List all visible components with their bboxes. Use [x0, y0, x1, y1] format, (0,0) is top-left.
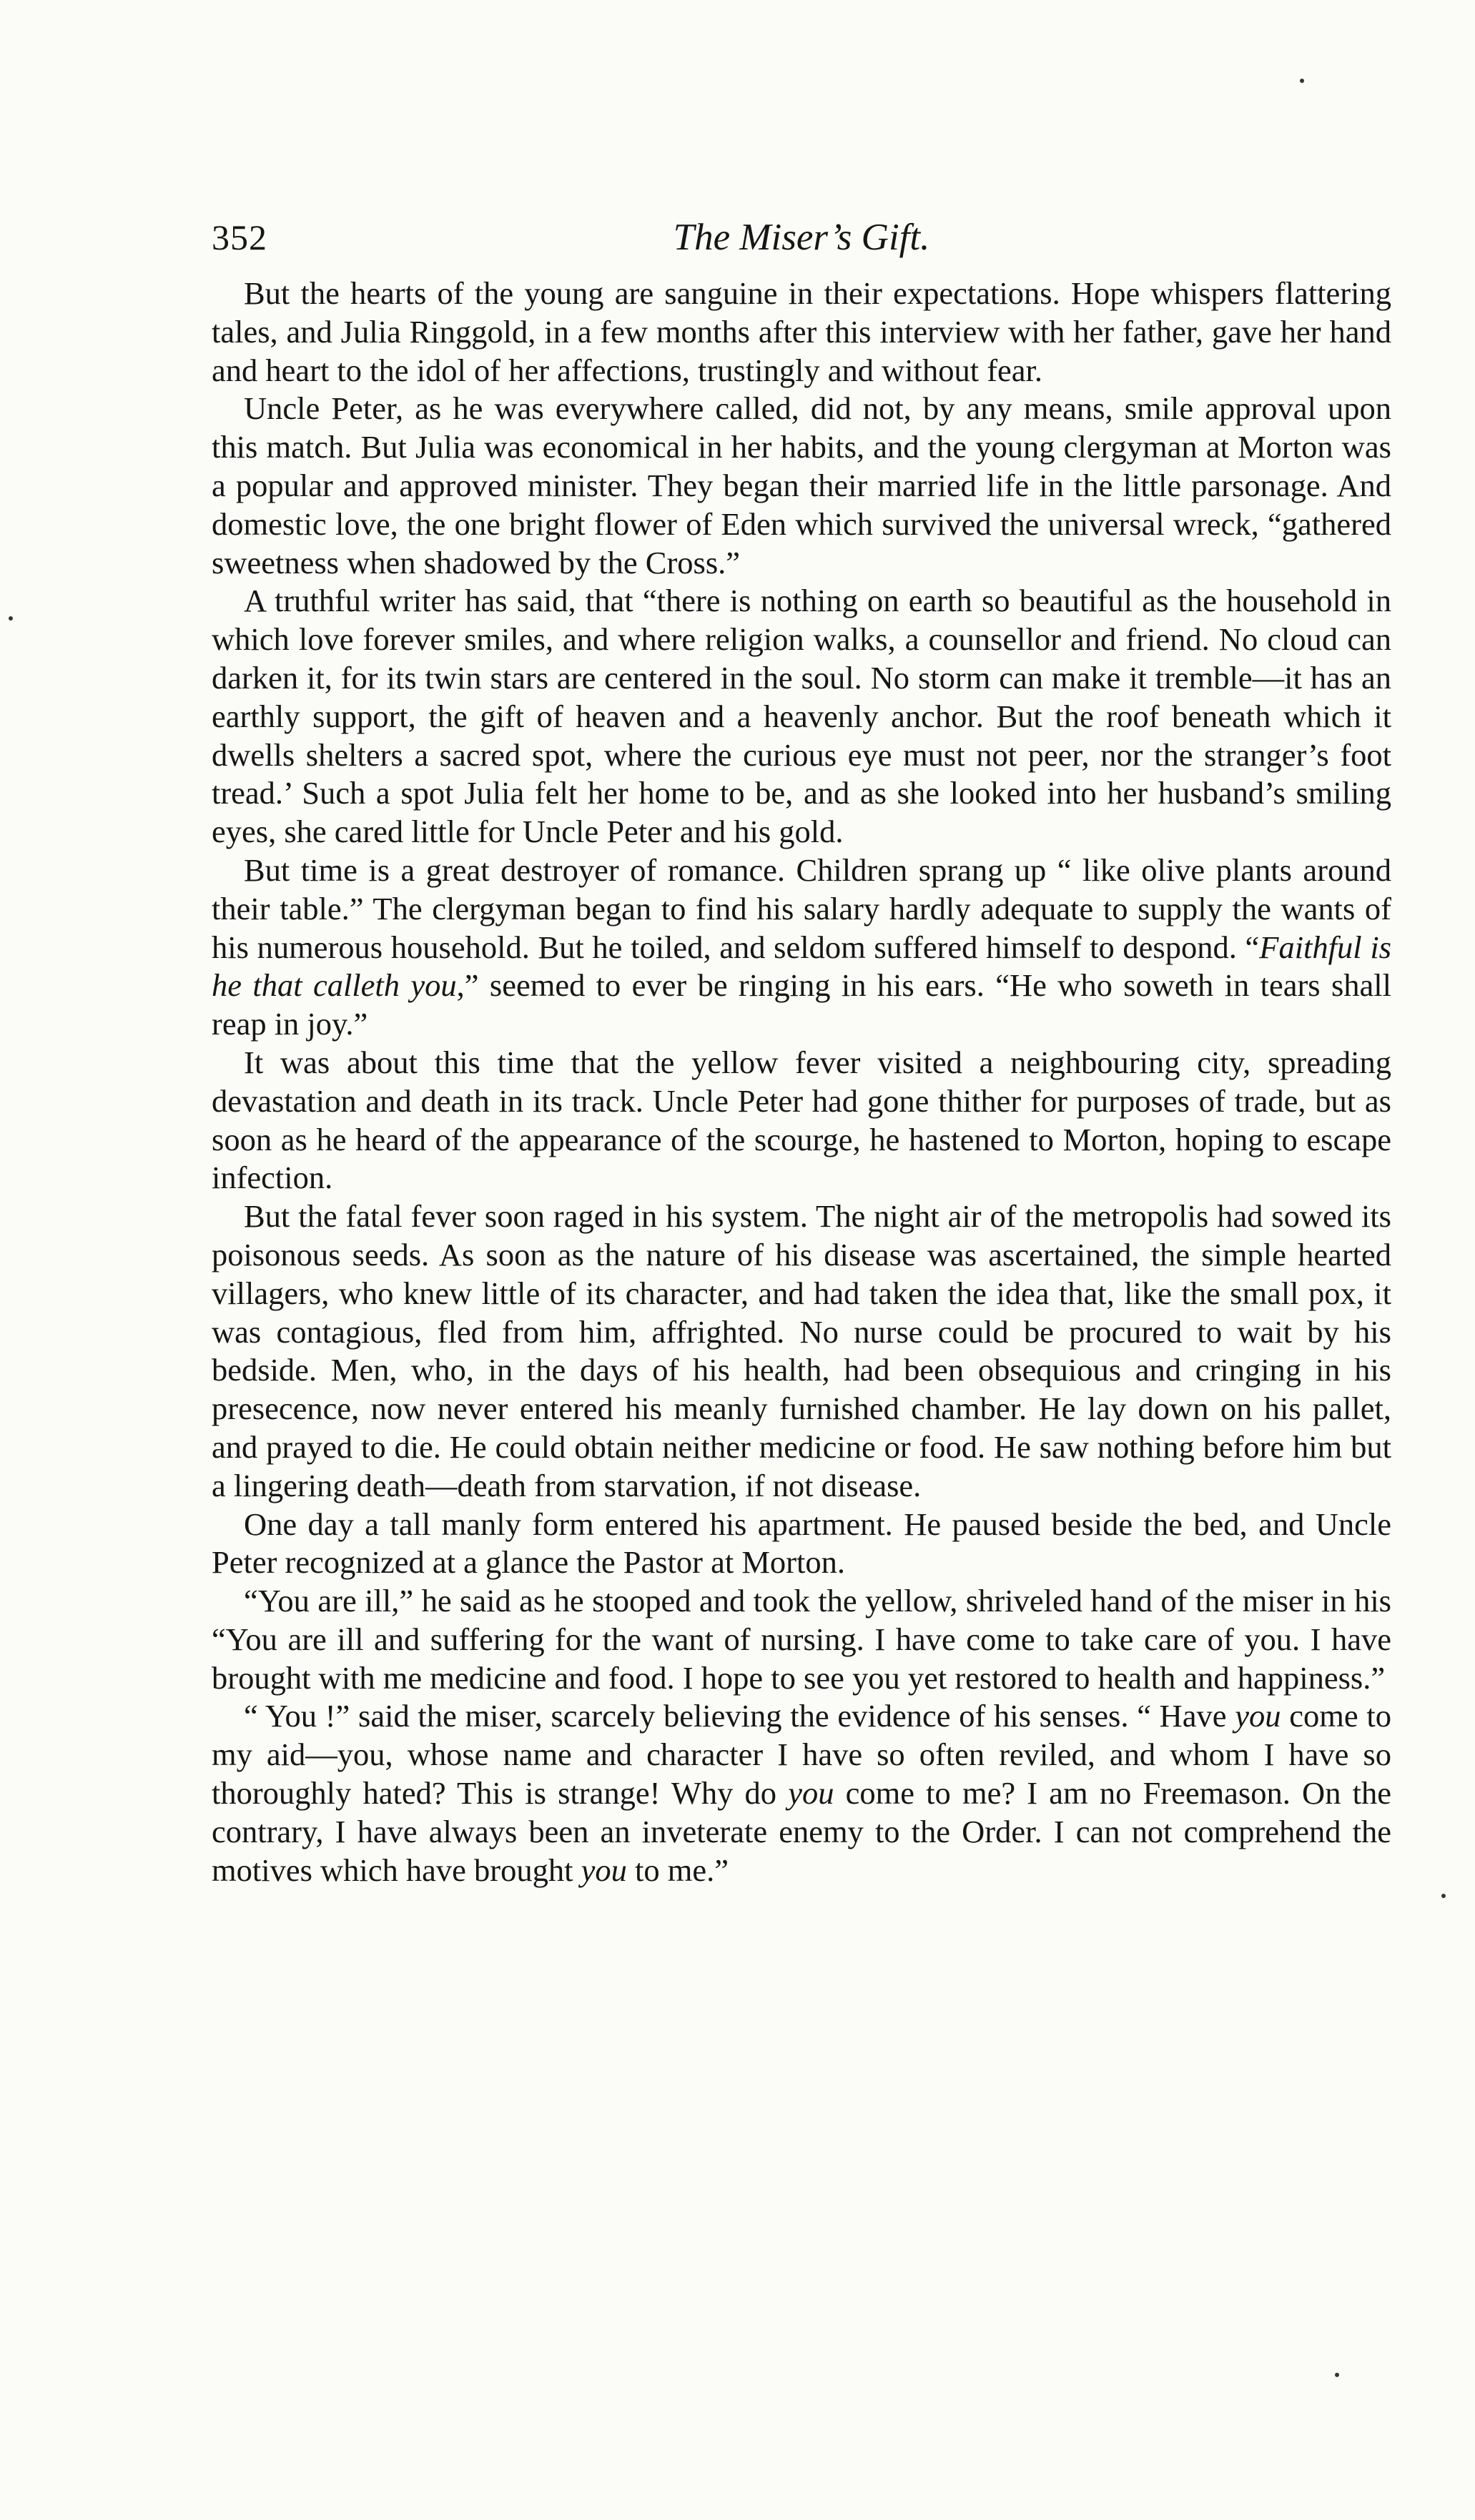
paragraph-7: One day a tall manly form entered his apartment. He paused beside the bed, and Uncle Peter recognized at a glance the Pastor at Morton.: [212, 1506, 1391, 1581]
ink-speck-bottom: [1335, 2373, 1339, 2377]
paragraph-3: A truthful writer has said, that “there is nothing on earth so beautiful as the household in which love forever smiles, and where religion walks, a counsellor and friend. No cloud can darken it, for its twin stars are centered in the soul. No storm can make it tremble—it has an earthly support, the gift of heaven and a heavenly anchor. But the roof beneath which it dwells shelters a sacred spot, where the curious eye must not peer, nor the stranger’s foot tread.’ Such a spot Julia felt her home to be, and as she looked into her husband’s smiling eyes, she cared little for Uncle Peter and his gold.: [212, 583, 1391, 850]
paragraph-2: Uncle Peter, as he was everywhere called, did not, by any means, smile approval upon this match. But Julia was economical in her habits, and the young clergyman at Morton was a popular and approved minister. They began their married life in the little parsonage. And domestic love, the one bright flower of Eden which survived the universal wreck, “gathered sweetness when shadowed by the Cross.”: [212, 390, 1391, 580]
paragraph-1: But the hearts of the young are sanguine in their expectations. Hope whispers flattering tales, and Julia Ringgold, in a few months after this interview with her father, gave her hand and heart to the idol of her affections, trustingly and without fear.: [212, 275, 1391, 388]
page-header: [212, 209, 1391, 266]
paragraph-9: “ You !” said the miser, scarcely believing the evidence of his senses. “ Have you come to my aid—you, whose name and character I have so often reviled, and whom I have so thoroughly hated? This is strange! Why do you come to me? I am no Freemason. On the contrary, I have always been an inveterate enemy to the Order. I can not comprehend the motives which have brought you to me.”: [212, 1698, 1391, 1888]
ink-speck-left-margin: [9, 616, 13, 621]
paragraph-6: But the fatal fever soon raged in his system. The night air of the metropolis had sowed its poisonous seeds. As soon as the nature of his disease was ascertained, the simple hearted villagers, who knew little of its character, and had taken the idea that, like the small pox, it was contagious, fled from him, affrighted. No nurse could be procured to wait by his bedside. Men, who, in the days of his health, had been obsequious and cringing in his presecence, now never entered his meanly furnished chamber. He lay down on his pallet, and prayed to die. He could obtain neither medicine or food. He saw nothing before him but a lingering death—death from starvation, if not disease.: [212, 1198, 1391, 1503]
italic-emphasis: you: [573, 1852, 635, 1888]
paragraph-8: “You are ill,” he said as he stooped and took the yellow, shriveled hand of the miser in his “You are ill and suffering for the want of nursing. I have come to take care of you. I have brought with me medicine and food. I hope to see you yet restored to health and happiness.”: [212, 1583, 1391, 1696]
italic-emphasis: you: [1226, 1698, 1290, 1734]
paragraph-4: But time is a great destroyer of romance. Children sprang up “ like olive plants around their table.” The clergyman began to find his salary hardly adequate to supply the wants of his numerous household. But he toiled, and seldom suffered himself to despond. “Faithful is he that calleth you,” seemed to ever be ringing in his ears. “He who soweth in tears shall reap in joy.”: [212, 851, 1392, 1042]
running-title: The Miser’s Gift.: [673, 217, 930, 258]
body-text: [212, 275, 1391, 1889]
page-number: 352: [212, 217, 267, 257]
italic-emphasis: Faithful is he that calleth you: [212, 929, 1391, 1004]
ink-speck-right-margin: [1441, 1894, 1446, 1898]
italic-emphasis: you: [776, 1775, 846, 1812]
ink-speck-top-right: [1300, 79, 1304, 83]
paragraph-5: It was about this time that the yellow fever visited a neighbouring city, spreading devastation and death in its track. Uncle Peter had gone thither for purposes of trade, but as soon as he heard of the appearance of the scourge, he hastened to Morton, hoping to escape infection.: [212, 1044, 1391, 1196]
